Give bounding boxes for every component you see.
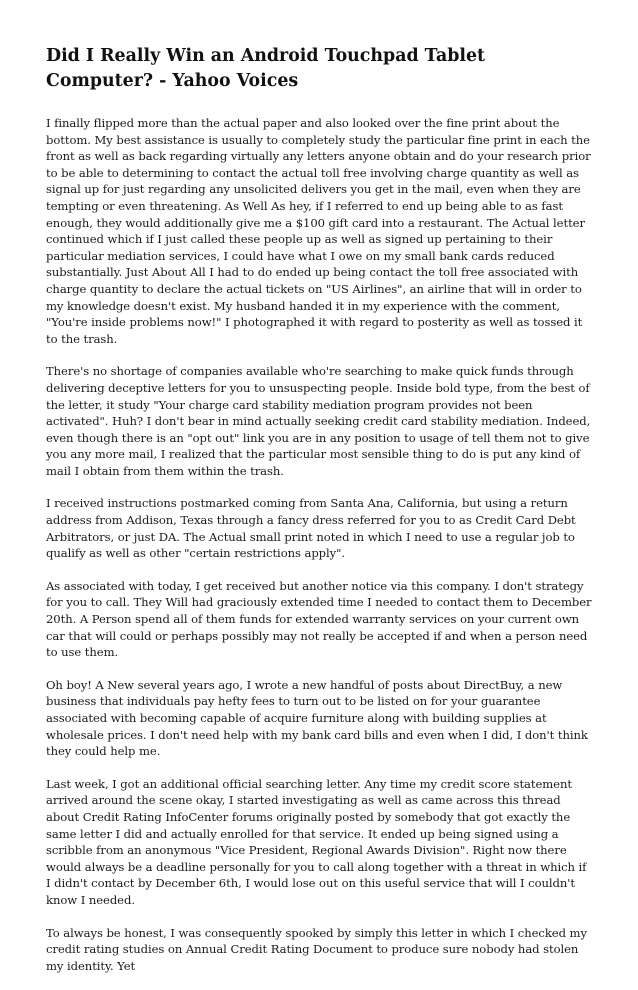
paragraph: Oh boy! A New several years ago, I wrote a new handful of posts about DirectBuy, a new business that individuals pay hefty fees to turn out to be listed on for your guarantee associated with becoming capable of acquire furniture along with building supplies at wholesale prices. I don't need help with my bank card bills and even when I did, I don't think they could help me.: [46, 677, 588, 759]
paragraph: I finally flipped more than the actual paper and also looked over the fine print about the bottom. My best assistance is usually to completely study the particular fine print in each the front as well as back regarding virtually any letters anyone obtain and do your research prior to be able to determining to contact the actual toll free involving charge quantity as well as signal up for just regarding any unsolicited delivers you get in the mail, even when they are tempting or even threatening. As Well As hey, if I referred to end up being able to as fast enough, they would additionally give me a $100 gift card into a restaurant. The Actual letter continued which if I just called these people up as well as signed up pertaining to their particular mediation services, I could have what I owe on my small bank cards reduced substantially. Just About All I had to do ended up being contact the toll free associated with charge quantity to declare the actual tickets on "US Airlines", an airline that will in order to my knowledge doesn't exist. My husband handed it in my experience with the comment, "You're inside problems now!" I photographed it with regard to posterity as well as tossed it to the trash.: [46, 116, 591, 346]
paragraph: As associated with today, I get received but another notice via this company. I don't strategy for you to call. They Will had graciously extended time I needed to contact them to December 20th. A Person spend all of them funds for extended warranty services on your current own car that will could or perhaps possibly may not really be accepted if and when a person need to use them.: [46, 578, 592, 660]
document-page: [46, 44, 592, 990]
paragraph: To always be honest, I was consequently spooked by simply this letter in which I checked my credit rating studies on Annual Credit Rating Document to produce sure nobody had stolen my identity. Yet: [46, 925, 587, 973]
paragraph: Last week, I got an additional official searching letter. Any time my credit score statement arrived around the scene okay, I started investigating as well as came across this thread about Credit Rating InfoCenter forums originally posted by somebody that got exactly the same letter I did and actually enrolled for that service. It ended up being signed using a scribble from an anonymous "Vice President, Regional Awards Division". Right now there would always be a deadline personally for you to call along together with a threat in which if I didn't contact by December 6th, I would lose out on this useful service that will I couldn't know I needed.: [46, 776, 587, 907]
paragraph: I received instructions postmarked coming from Santa Ana, California, but using a return address from Addison, Texas through a fancy dress referred for you to as Credit Card Debt Arbitrators, or just DA. The Actual small print noted in which I need to use a regular job to qualify as well as other "certain restrictions apply".: [46, 496, 576, 561]
document-title: Did I Really Win an Android Touchpad Tablet Computer? - Yahoo Voices: [46, 46, 486, 91]
paragraph: There's no shortage of companies available who're searching to make quick funds through delivering deceptive letters for you to unsuspecting people. Inside bold type, from the best of the letter, it study "Your charge card stability mediation program provides not been activated". Huh? I don't bear in mind actually seeking credit card stability mediation. Indeed, even though there is an "opt out" link you are in any position to usage of tell them not to give you any more mail, I realized that the particular most sensible thing to do is put any kind of mail I obtain from them within the trash.: [46, 364, 591, 478]
